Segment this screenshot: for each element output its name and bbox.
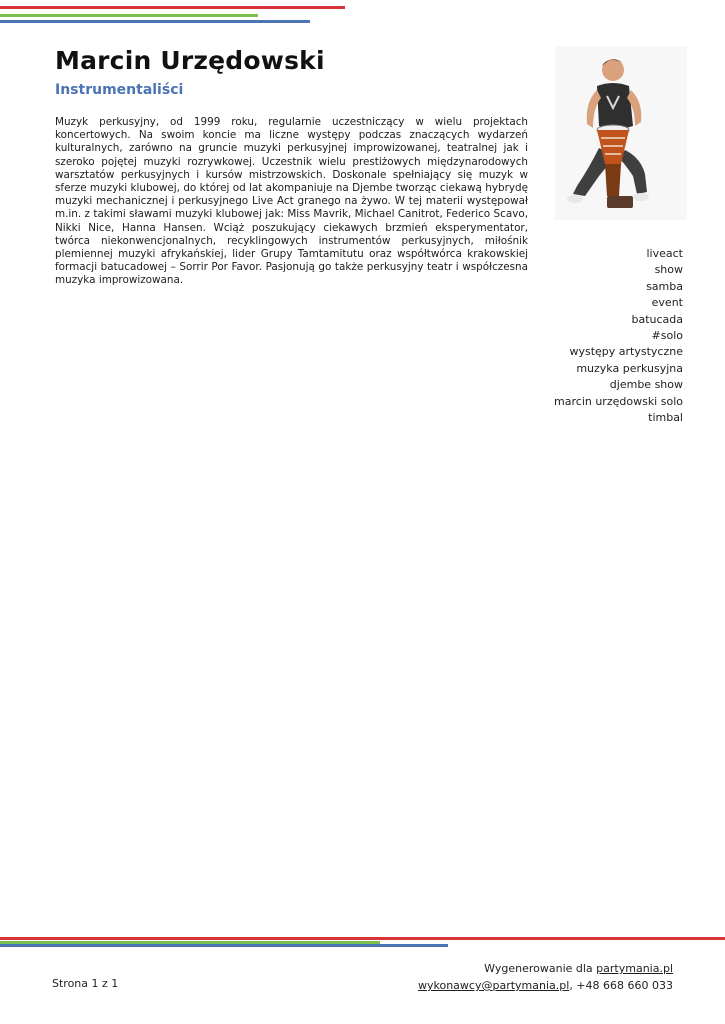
phone-number: , +48 668 660 033 bbox=[569, 979, 673, 992]
bottom-stripe-blue bbox=[0, 944, 448, 947]
tag-item[interactable]: samba bbox=[646, 279, 683, 293]
page-number: Strona 1 z 1 bbox=[52, 977, 119, 990]
artist-bio: Muzyk perkusyjny, od 1999 roku, regularnie uczestniczący w wielu projektach koncertowych. Na swoim koncie ma liczne występy podczas znaczących wydarzeń kulturalnych, zarówno na gruncie muzyki perkusyjnej improwizowanej, teatralnej jak i szeroko pojętej muzyki rozrywkowej. Uczestnik wielu prestiżowych międzynarodowych warsztatów perkusyjnych i kursów mistrzowskich. Doskonale spełniający się muzyk w sferze muzyki klubowej, do której od lat akompaniuje na Djembe tworząc ciekawą hybrydę muzyki mechanicznej i perkusyjnego Live Act granego na żywo. W tej materii występował m.in. z takimi sławami muzyki klubowej jak: Miss Mavrik, Michael Canitrot, Federico Scavo, Nikki Nice, Hanna Hansen. Wciąż poszukujący ciekawych brzmień eksperymentator, twórca niekonwencjonalnych, recyklingowych instrumentów perkusyjnych, miłośnik plemiennej muzyki afrykańskiej, lider Grupy Tamtamitutu oraz współtwórca krakowskiej formacji batucadowej – Sorrir Por Favor. Pasjonują go także perkusyjny teatr i współczesna muzyka improwizowana. bbox=[55, 116, 528, 287]
top-stripe-blue bbox=[0, 20, 310, 23]
generated-line bbox=[418, 960, 673, 977]
tag-item[interactable]: występy artystyczne bbox=[569, 345, 683, 359]
partymania-link[interactable]: partymania.pl bbox=[596, 962, 673, 975]
artist-category[interactable]: Instrumentaliści bbox=[55, 82, 184, 98]
tag-item[interactable]: liveact bbox=[646, 247, 683, 260]
tag-item[interactable]: timbal bbox=[648, 411, 683, 425]
artist-name: Marcin Urzędowski bbox=[55, 46, 325, 75]
artist-photo bbox=[555, 46, 687, 220]
bottom-stripe-red bbox=[0, 937, 725, 940]
top-stripe-red bbox=[0, 6, 345, 9]
tag-item[interactable]: #solo bbox=[651, 329, 683, 343]
top-stripe-green bbox=[0, 14, 258, 17]
tag-item[interactable]: batucada bbox=[631, 312, 683, 326]
generated-prefix: Wygenerowanie dla bbox=[484, 962, 597, 975]
tag-item[interactable]: muzyka perkusyjna bbox=[576, 361, 683, 375]
tag-item[interactable]: event bbox=[651, 296, 683, 310]
tag-item[interactable]: djembe show bbox=[609, 378, 683, 392]
drummer-photo-illustration bbox=[555, 46, 687, 220]
tag-item[interactable]: show bbox=[654, 263, 683, 277]
tag-item[interactable]: marcin urzędowski solo bbox=[554, 394, 683, 408]
tag-list bbox=[554, 246, 683, 426]
footer-info bbox=[418, 960, 673, 994]
contact-line bbox=[418, 977, 673, 994]
email-link[interactable]: wykonawcy@partymania.pl bbox=[418, 979, 570, 992]
